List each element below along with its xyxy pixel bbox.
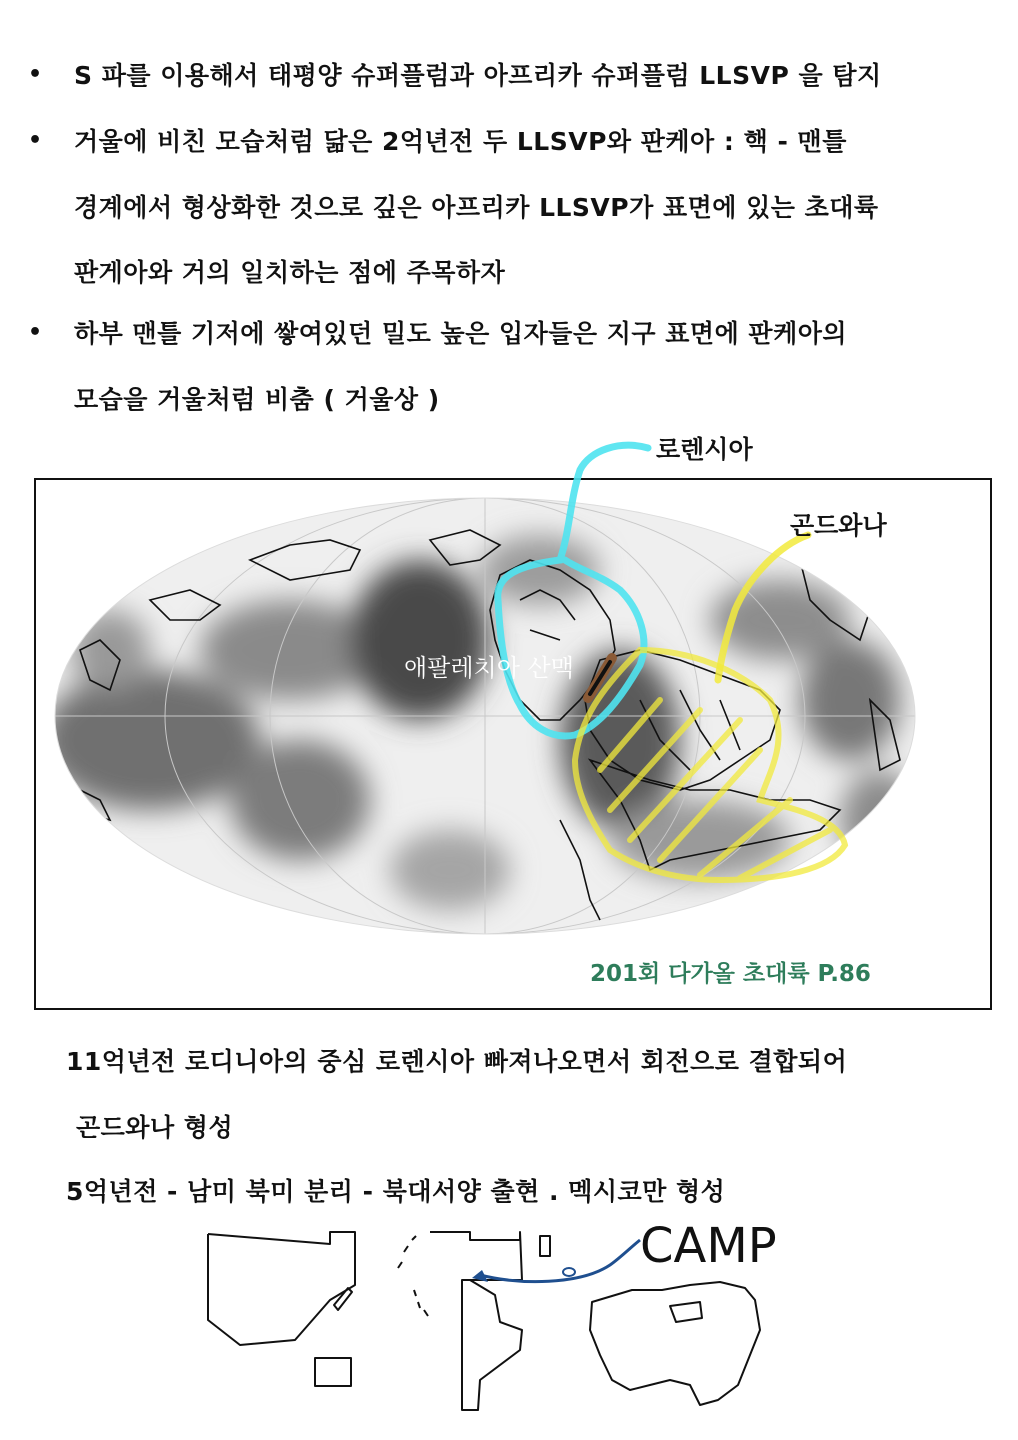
bullet-line: 경계에서 형상화한 것으로 깊은 아프리카 LLSVP가 표면에 있는 초대륙 <box>74 193 879 222</box>
bullet-marker: • <box>28 320 43 345</box>
bullet-line: 하부 맨틀 기저에 쌓여있던 밀도 높은 입자들은 지구 표면에 판케아의 <box>74 319 848 348</box>
gondwana-label: 곤드와나 <box>790 511 887 540</box>
bullet-marker: • <box>28 62 43 87</box>
bullet-line: 거울에 비친 모습처럼 닮은 2억년전 두 LLSVP와 판케아 : 핵 - 맨틀 <box>74 127 847 156</box>
bullet-line: 모습을 거울처럼 비춤 ( 거울상 ) <box>74 385 440 414</box>
note-line: 11억년전 로디니아의 중심 로렌시아 빠져나오면서 회전으로 결합되어 <box>66 1047 848 1076</box>
camp-pointer <box>480 1240 640 1282</box>
camp-marker <box>563 1268 575 1276</box>
appalachian-label: 애팔레치아 산맥 <box>404 654 574 682</box>
note-line: 5억년전 - 남미 북미 분리 - 북대서양 출현 . 멕시코만 형성 <box>66 1177 726 1206</box>
note-line: 곤드와나 형성 <box>76 1113 234 1142</box>
figure-caption: 201회 다가올 초대륙 P.86 <box>590 961 871 987</box>
bullet-line: S 파를 이용해서 태평양 슈퍼플럼과 아프리카 슈퍼플럼 LLSVP 을 탐지 <box>74 61 882 90</box>
bullet-line: 판게아와 거의 일치하는 점에 주목하자 <box>74 258 506 287</box>
laurentia-label: 로렌시아 <box>656 435 753 464</box>
bullet-marker: • <box>28 128 43 153</box>
camp-label: CAMP <box>640 1218 777 1274</box>
